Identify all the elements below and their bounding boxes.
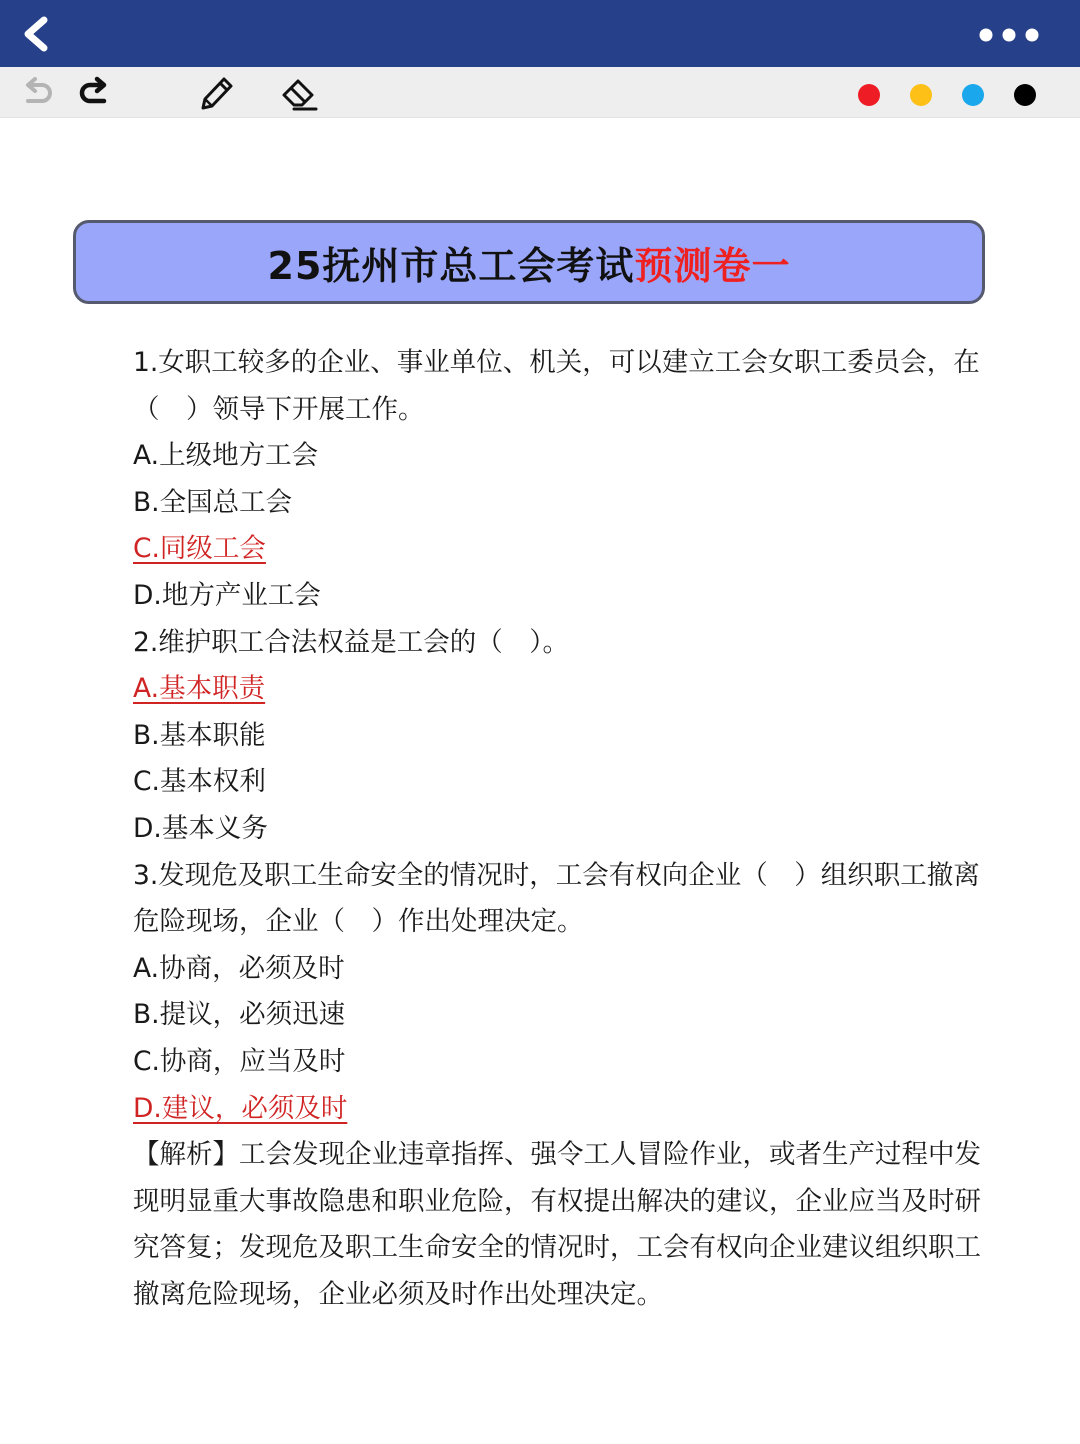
pen-icon bbox=[196, 75, 234, 111]
document-title bbox=[73, 220, 985, 304]
question-stem: 2.维护职工合法权益是工会的（ ）。 bbox=[133, 626, 570, 658]
option: B.基本职能 bbox=[133, 719, 266, 751]
analysis-text: 【解析】工会发现企业违章指挥、强令工人冒险作业，或者生产过程中发现明显重大事故隐患和职业危险，有权提出解决的建议，企业应当及时研究答复；发现危及职工生命安全的情况时，工会有权向企业建议组织职工撤离危险现场，企业必须及时作出处理决定。 bbox=[133, 1139, 981, 1310]
pen-tool-button[interactable] bbox=[196, 75, 234, 111]
color-swatch-blue[interactable] bbox=[962, 84, 984, 106]
option: D.基本义务 bbox=[133, 812, 268, 844]
title-prefix: 25抚州市总工会考试 bbox=[267, 243, 635, 288]
redo-icon bbox=[76, 75, 114, 111]
chevron-left-icon bbox=[14, 12, 58, 56]
title-highlight: 预测卷一 bbox=[634, 243, 791, 288]
question-list bbox=[133, 340, 1003, 1318]
option: B.全国总工会 bbox=[133, 486, 293, 518]
undo-icon bbox=[18, 75, 56, 111]
redo-button[interactable] bbox=[76, 75, 114, 111]
ellipsis-icon bbox=[974, 22, 1044, 48]
color-swatch-black[interactable] bbox=[1014, 84, 1036, 106]
option: C.基本权利 bbox=[133, 766, 266, 798]
eraser-icon bbox=[280, 75, 318, 111]
correct-option: A.基本职责 bbox=[133, 673, 266, 705]
question-stem: 3.发现危及职工生命安全的情况时，工会有权向企业（ ）组织职工撤离危险现场，企业（ ）作出处理决定。 bbox=[133, 859, 980, 938]
top-app-bar bbox=[0, 0, 1080, 67]
option: A.协商，必须及时 bbox=[133, 952, 345, 984]
question-stem: 1.女职工较多的企业、事业单位、机关，可以建立工会女职工委员会，在（ ）领导下开展工作。 bbox=[133, 347, 980, 425]
back-button[interactable] bbox=[14, 12, 58, 56]
color-swatch-red[interactable] bbox=[858, 84, 880, 106]
correct-option: D.建议，必须及时 bbox=[133, 1092, 348, 1124]
correct-option: C.同级工会 bbox=[133, 533, 266, 565]
option: D.地方产业工会 bbox=[133, 579, 321, 611]
option: A.上级地方工会 bbox=[133, 440, 319, 472]
option: C.协商，应当及时 bbox=[133, 1045, 346, 1077]
eraser-tool-button[interactable] bbox=[280, 75, 318, 111]
option: B.提议，必须迅速 bbox=[133, 999, 346, 1031]
color-swatch-yellow[interactable] bbox=[910, 84, 932, 106]
more-options-button[interactable] bbox=[974, 22, 1044, 48]
undo-button[interactable] bbox=[18, 75, 56, 111]
